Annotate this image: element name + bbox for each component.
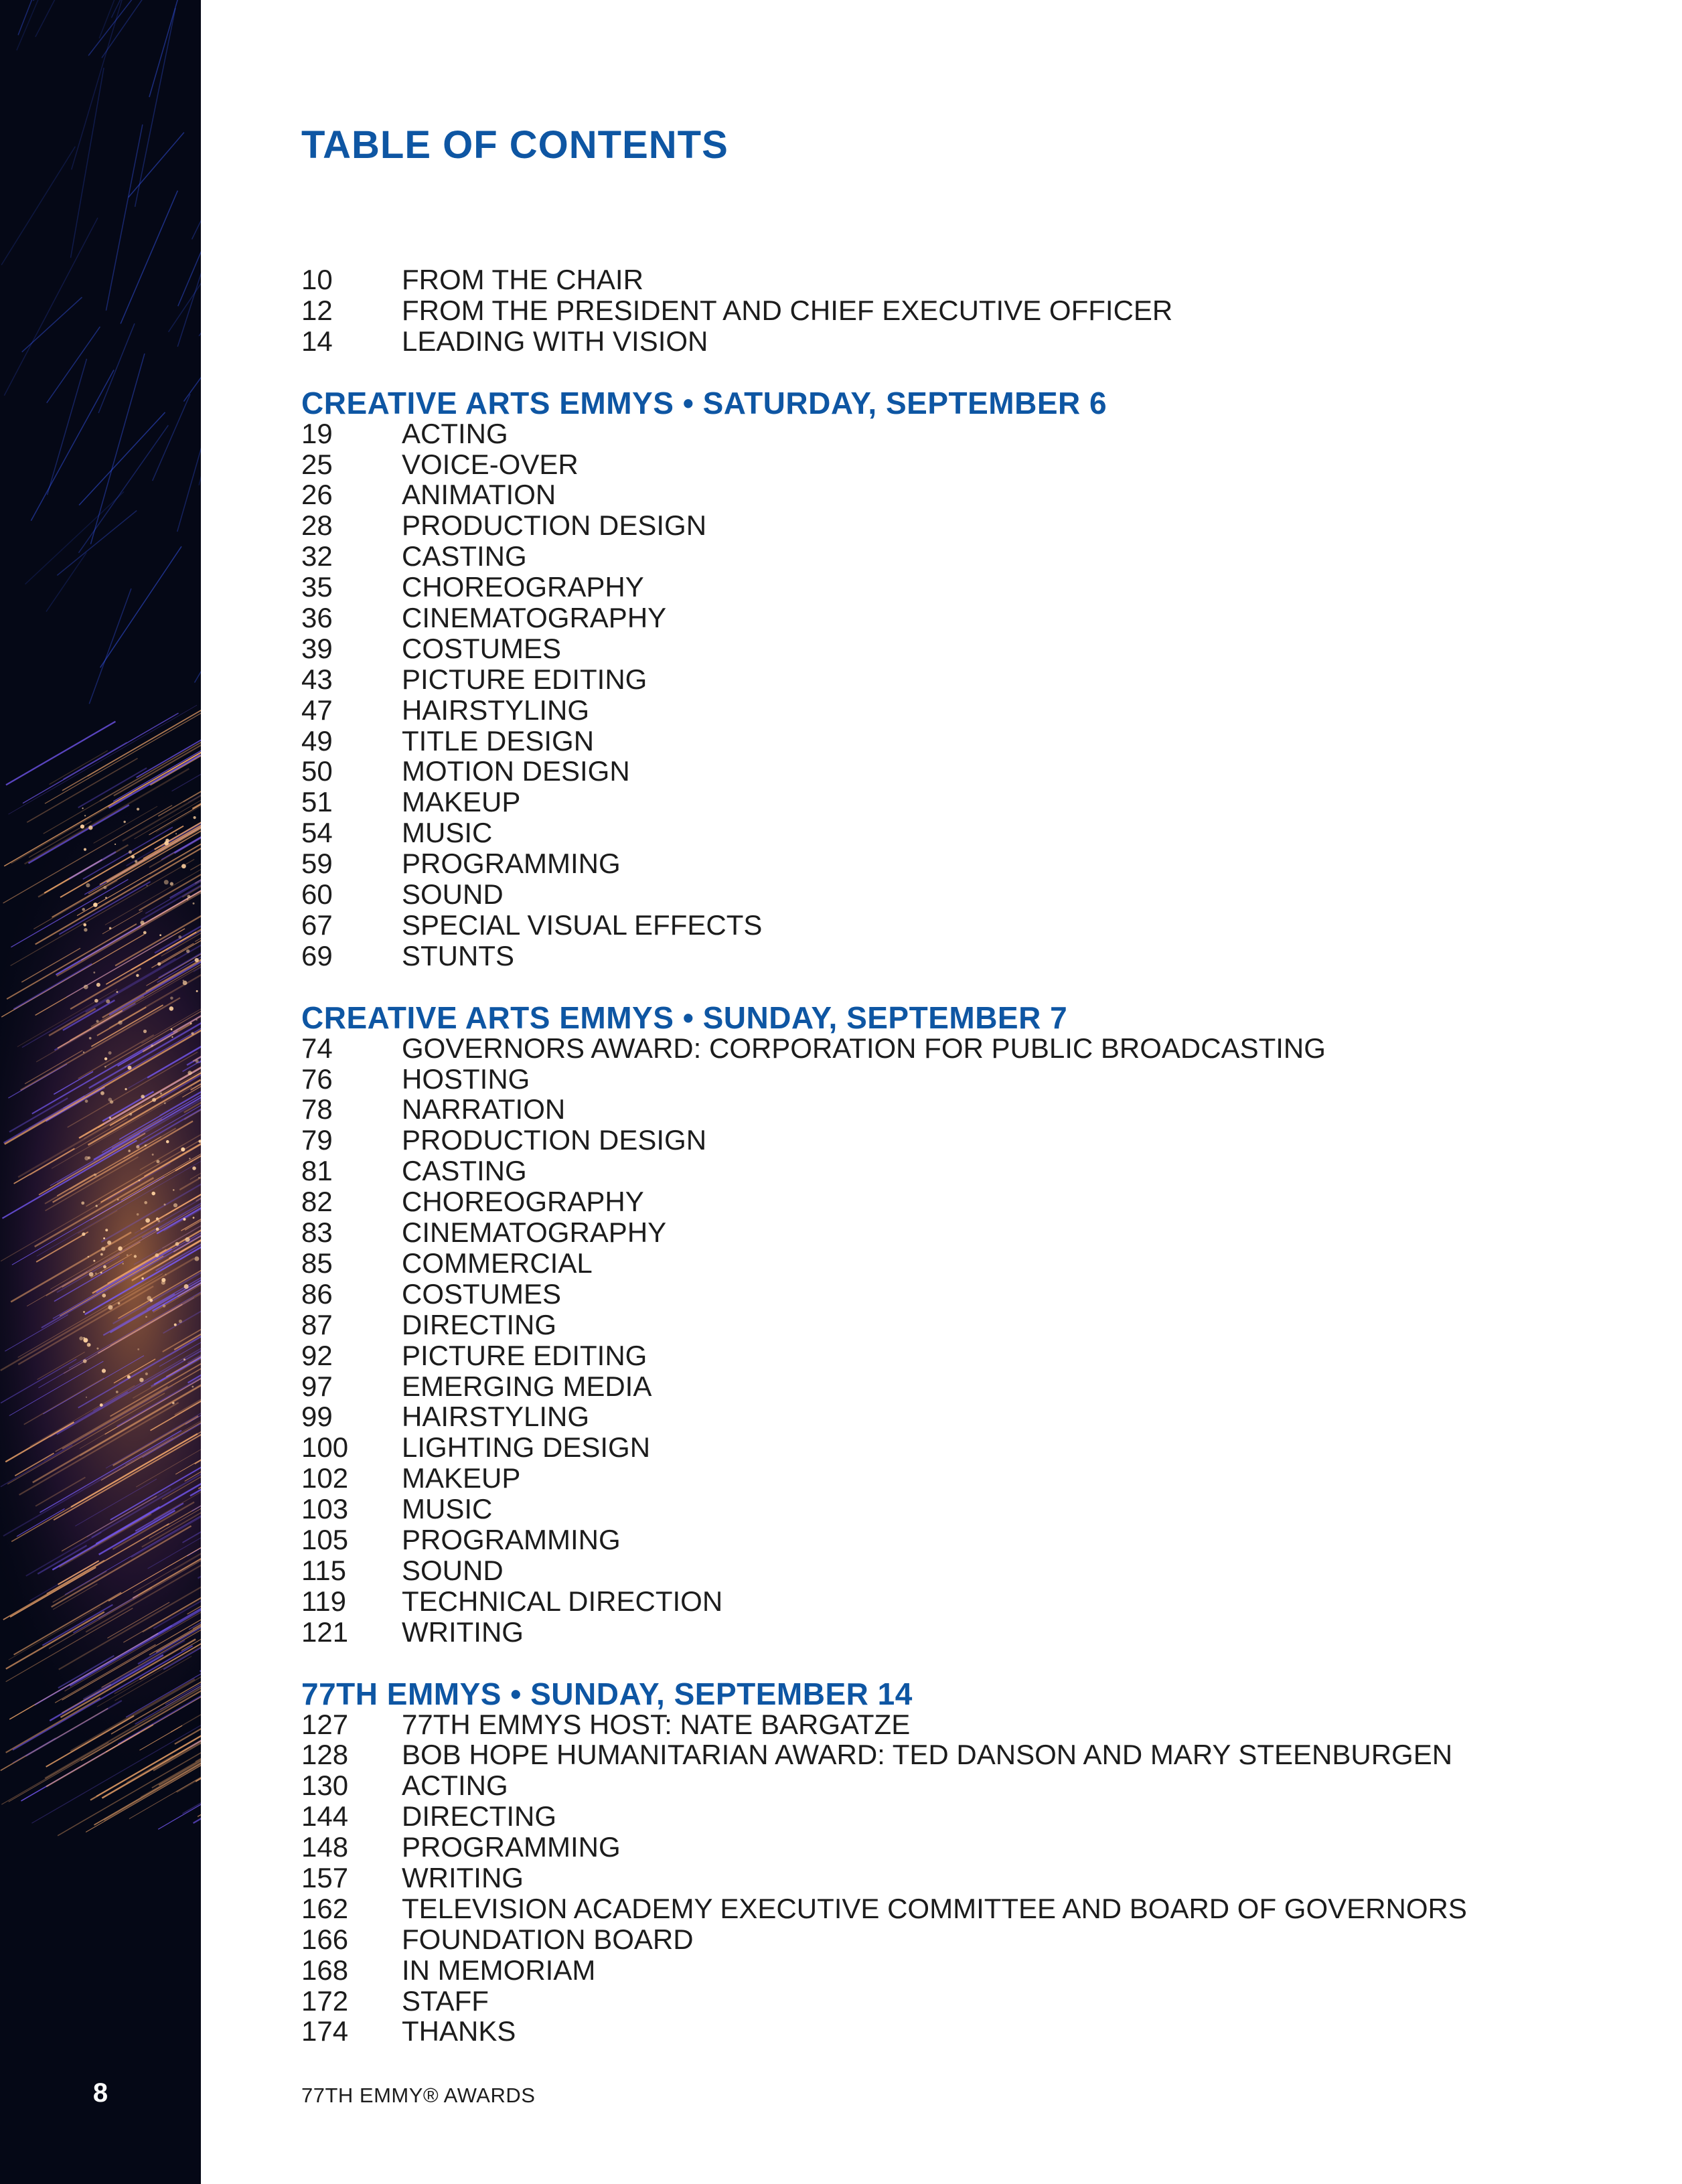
toc-entry [301, 1371, 1467, 1402]
toc-entry-page: 172 [301, 1984, 349, 2017]
toc-entry-page: 121 [301, 1616, 349, 1648]
toc-entry-page: 105 [301, 1523, 349, 1555]
toc-entry [301, 1586, 1467, 1617]
toc-entry-page: 79 [301, 1124, 333, 1156]
toc-entry-page: 157 [301, 1861, 349, 1893]
toc-entry-page: 144 [301, 1800, 349, 1832]
toc-entry-title: ANIMATION [402, 479, 556, 511]
toc-entry [301, 726, 1467, 757]
footer-publication-title: 77TH EMMY® AWARDS [301, 2084, 536, 2107]
decorative-light-strip [0, 0, 201, 2184]
toc-entry-title: IN MEMORIAM [402, 1954, 596, 1986]
toc-entry-title: HOSTING [402, 1063, 530, 1095]
toc-entry-title: STUNTS [402, 939, 514, 971]
toc-entry-title: PRODUCTION DESIGN [402, 510, 707, 542]
toc-entry-page: 168 [301, 1954, 349, 1986]
toc-entry [301, 1401, 1467, 1432]
toc-entry-title: MOTION DESIGN [402, 755, 630, 787]
toc-entry-title: BOB HOPE HUMANITARIAN AWARD: TED DANSON AND MARY STEENBURGEN [402, 1739, 1453, 1771]
toc-entry-page: 119 [301, 1585, 346, 1617]
toc-entry-title: DIRECTING [402, 1308, 556, 1340]
toc-entry-title: SPECIAL VISUAL EFFECTS [402, 909, 763, 941]
light-streaks-graphic [0, 0, 201, 2184]
toc-entry [301, 756, 1467, 787]
toc-entry-page: 25 [301, 448, 333, 480]
toc-entry-title: LEADING WITH VISION [402, 325, 708, 357]
toc-entry-title: COMMERCIAL [402, 1247, 593, 1279]
toc-entry [301, 541, 1467, 572]
toc-entry-title: WRITING [402, 1616, 524, 1648]
toc-entry-page: 28 [301, 510, 333, 542]
section-heading: CREATIVE ARTS EMMYS • SATURDAY, SEPTEMBER 6 [301, 385, 1107, 420]
toc-entry [301, 910, 1467, 941]
toc-entry-title: PROGRAMMING [402, 848, 621, 880]
toc-entry [301, 1217, 1467, 1248]
toc-entry-page: 19 [301, 417, 333, 449]
toc-entry [301, 510, 1467, 541]
toc-entry [301, 1310, 1467, 1340]
toc-entry [301, 1248, 1467, 1279]
toc-entry [301, 1863, 1467, 1893]
toc-entry-title: GOVERNORS AWARD: CORPORATION FOR PUBLIC BROADCASTING [402, 1032, 1326, 1064]
toc-entry-page: 59 [301, 848, 333, 880]
toc-entry [301, 1924, 1467, 1955]
toc-entry [301, 1064, 1467, 1095]
toc-entry [301, 264, 1467, 295]
toc-entry-title: COSTUMES [402, 1277, 562, 1310]
toc-entry-page: 49 [301, 724, 333, 757]
toc-entry-title: DIRECTING [402, 1800, 556, 1832]
toc-entry-title: SOUND [402, 878, 504, 911]
toc-entry-page: 76 [301, 1063, 333, 1095]
toc-entry-title: ACTING [402, 417, 508, 449]
toc-entry-page: 14 [301, 325, 333, 357]
toc-entry-title: FOUNDATION BOARD [402, 1923, 694, 1955]
toc-entry [301, 695, 1467, 726]
toc-entry-title: WRITING [402, 1861, 524, 1893]
toc-entry [301, 418, 1467, 449]
toc-entry-page: 130 [301, 1770, 349, 1802]
toc-entry-page: 12 [301, 294, 333, 326]
section-heading: 77TH EMMYS • SUNDAY, SEPTEMBER 14 [301, 1676, 913, 1711]
toc-entry-title: CINEMATOGRAPHY [402, 602, 667, 634]
toc-entry-title: PICTURE EDITING [402, 1339, 647, 1371]
toc-entry [301, 1279, 1467, 1310]
toc-entry-title: SOUND [402, 1554, 504, 1586]
toc-entry [301, 1432, 1467, 1463]
toc-section [301, 1000, 1467, 1648]
toc-entry-title: CHOREOGRAPHY [402, 571, 644, 603]
toc-entry-page: 78 [301, 1093, 333, 1125]
toc-entry-title: 77TH EMMYS HOST: NATE BARGATZE [402, 1708, 911, 1740]
toc-entry [301, 1832, 1467, 1863]
toc-entry-page: 60 [301, 878, 333, 911]
toc-entry [301, 633, 1467, 664]
toc-entry [301, 1525, 1467, 1555]
toc-entry-page: 92 [301, 1339, 333, 1371]
toc-entry [301, 817, 1467, 848]
toc-entry [301, 1340, 1467, 1371]
toc-entry [301, 1156, 1467, 1186]
toc-entry-page: 87 [301, 1308, 333, 1340]
toc-entry-page: 10 [301, 264, 333, 295]
toc-entry-page: 51 [301, 786, 333, 818]
page-number: 8 [92, 2078, 108, 2108]
toc-entry-page: 69 [301, 939, 333, 971]
toc-entry-title: TECHNICAL DIRECTION [402, 1585, 723, 1617]
toc-entry [301, 1801, 1467, 1832]
toc-entry-page: 36 [301, 602, 333, 634]
toc-entry-page: 39 [301, 632, 333, 664]
toc-entry [301, 879, 1467, 910]
toc-section [301, 385, 1467, 971]
toc-entry-page: 148 [301, 1831, 349, 1863]
toc-entry-title: CINEMATOGRAPHY [402, 1217, 667, 1249]
toc-sections [301, 264, 1467, 2078]
toc-entry-title: MUSIC [402, 1493, 493, 1525]
toc-entry-title: EMERGING MEDIA [402, 1370, 652, 1402]
toc-entry-title: HAIRSTYLING [402, 694, 590, 726]
toc-entry [301, 572, 1467, 603]
toc-entry-page: 166 [301, 1923, 349, 1955]
toc-entry-title: CHOREOGRAPHY [402, 1186, 644, 1218]
toc-entry-page: 100 [301, 1431, 349, 1464]
toc-entry-page: 102 [301, 1462, 349, 1494]
toc-entry [301, 664, 1467, 695]
toc-entry-page: 174 [301, 2015, 349, 2047]
toc-entry-page: 83 [301, 1217, 333, 1249]
toc-entry-page: 50 [301, 755, 333, 787]
toc-entry-title: HAIRSTYLING [402, 1401, 590, 1433]
toc-entry [301, 1893, 1467, 1924]
toc-entry-page: 85 [301, 1247, 333, 1279]
toc-entry-page: 54 [301, 817, 333, 849]
toc-entry-page: 115 [301, 1554, 346, 1586]
toc-entry [301, 1125, 1467, 1156]
toc-entry [301, 603, 1467, 633]
toc-entry-page: 35 [301, 571, 333, 603]
toc-entry-title: NARRATION [402, 1093, 566, 1125]
toc-section [301, 264, 1467, 357]
toc-entry [301, 449, 1467, 480]
toc-entry-page: 67 [301, 909, 333, 941]
toc-entry-title: FROM THE CHAIR [402, 264, 643, 295]
toc-entry-page: 86 [301, 1277, 333, 1310]
toc-entry-page: 99 [301, 1401, 333, 1433]
toc-entry [301, 1463, 1467, 1494]
toc-entry-title: MAKEUP [402, 786, 521, 818]
toc-entry-page: 32 [301, 540, 333, 572]
toc-entry-title: MAKEUP [402, 1462, 521, 1494]
toc-entry-title: TELEVISION ACADEMY EXECUTIVE COMMITTEE AND BOARD OF GOVERNORS [402, 1892, 1467, 1924]
toc-entry-page: 103 [301, 1493, 349, 1525]
toc-entry-title: FROM THE PRESIDENT AND CHIEF EXECUTIVE OFFICER [402, 294, 1173, 326]
toc-entry [301, 479, 1467, 510]
toc-entry [301, 326, 1467, 357]
toc-entry [301, 1955, 1467, 1986]
toc-entry [301, 941, 1467, 971]
toc-entry-title: LIGHTING DESIGN [402, 1431, 651, 1464]
toc-entry [301, 787, 1467, 817]
toc-entry-page: 162 [301, 1892, 349, 1924]
toc-entry-page: 127 [301, 1708, 349, 1740]
toc-entry-page: 128 [301, 1739, 349, 1771]
toc-entry-page: 43 [301, 663, 333, 695]
toc-entry [301, 1494, 1467, 1525]
section-heading: CREATIVE ARTS EMMYS • SUNDAY, SEPTEMBER 7 [301, 1000, 1068, 1035]
toc-entry [301, 2016, 1467, 2047]
toc-entry-title: TITLE DESIGN [402, 724, 595, 757]
toc-entry-title: PROGRAMMING [402, 1831, 621, 1863]
toc-entry [301, 848, 1467, 879]
toc-entry-page: 74 [301, 1032, 333, 1064]
toc-entry-title: CASTING [402, 1155, 527, 1187]
toc-entry-page: 97 [301, 1370, 333, 1402]
toc-entry [301, 295, 1467, 326]
toc-entry [301, 1033, 1467, 1064]
toc-entry-page: 26 [301, 479, 333, 511]
toc-entry-page: 82 [301, 1186, 333, 1218]
toc-entry-title: COSTUMES [402, 632, 562, 664]
toc-entry [301, 1709, 1467, 1740]
toc-entry-title: MUSIC [402, 817, 493, 849]
toc-entry-page: 81 [301, 1155, 333, 1187]
page-title: TABLE OF CONTENTS [301, 123, 729, 167]
toc-entry [301, 1739, 1467, 1770]
toc-entry [301, 1986, 1467, 2017]
toc-entry-page: 47 [301, 694, 333, 726]
toc-entry [301, 1555, 1467, 1586]
toc-entry-title: STAFF [402, 1984, 489, 2017]
toc-entry [301, 1617, 1467, 1648]
toc-entry-title: PRODUCTION DESIGN [402, 1124, 707, 1156]
toc-entry-title: PROGRAMMING [402, 1523, 621, 1555]
toc-entry [301, 1770, 1467, 1801]
toc-entry-title: CASTING [402, 540, 527, 572]
toc-entry [301, 1094, 1467, 1125]
toc-section [301, 1676, 1467, 2047]
toc-entry-title: PICTURE EDITING [402, 663, 647, 695]
toc-entry [301, 1186, 1467, 1217]
toc-entry-title: ACTING [402, 1770, 508, 1802]
toc-entry-title: THANKS [402, 2015, 516, 2047]
toc-entry-title: VOICE-OVER [402, 448, 579, 480]
